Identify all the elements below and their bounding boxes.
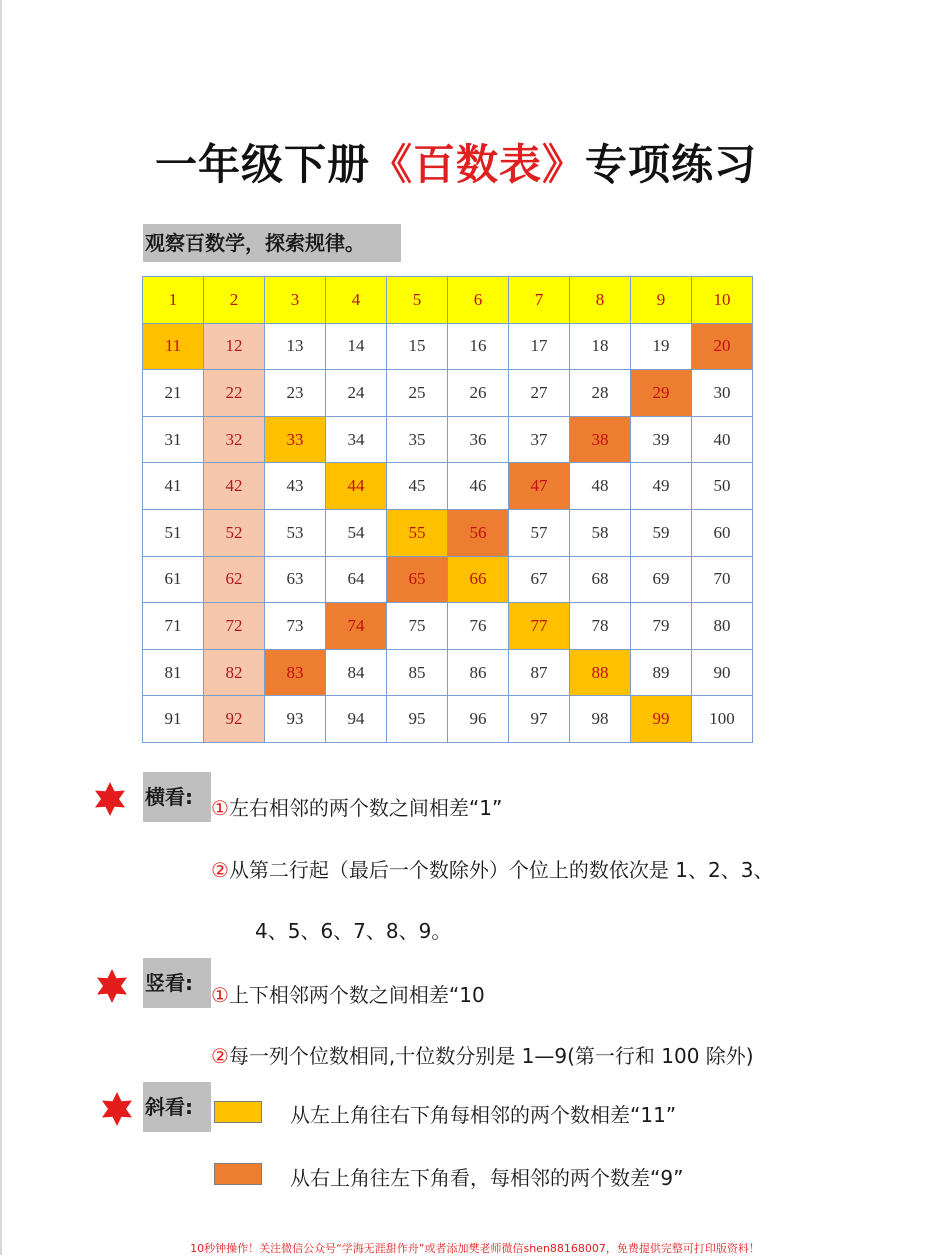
circled-number-2: ②	[211, 858, 229, 882]
grid-cell: 95	[387, 696, 448, 743]
grid-cell: 25	[387, 370, 448, 417]
circled-number-1: ①	[211, 983, 229, 1007]
grid-cell: 51	[143, 509, 204, 556]
title-prefix: 一年级下册	[154, 140, 370, 189]
grid-cell: 16	[448, 323, 509, 370]
grid-row	[143, 370, 753, 417]
horizontal-rule-1-text: 左右相邻的两个数之间相差“1”	[228, 796, 503, 820]
grid-cell: 13	[265, 323, 326, 370]
horizontal-rule-2	[211, 854, 773, 883]
grid-cell: 65	[387, 556, 448, 603]
circled-number-1: ①	[211, 796, 229, 820]
grid-cell: 3	[265, 277, 326, 324]
grid-cell: 49	[631, 463, 692, 510]
grid-cell: 26	[448, 370, 509, 417]
grid-cell: 94	[326, 696, 387, 743]
grid-cell: 4	[326, 277, 387, 324]
grid-cell: 23	[265, 370, 326, 417]
grid-cell: 2	[204, 277, 265, 324]
grid-cell: 40	[692, 416, 753, 463]
grid-cell: 88	[570, 649, 631, 696]
grid-cell: 56	[448, 509, 509, 556]
grid-cell: 87	[509, 649, 570, 696]
grid-row	[143, 416, 753, 463]
grid-row	[143, 649, 753, 696]
grid-cell: 38	[570, 416, 631, 463]
grid-cell: 64	[326, 556, 387, 603]
grid-cell: 60	[692, 509, 753, 556]
grid-cell: 44	[326, 463, 387, 510]
grid-cell: 43	[265, 463, 326, 510]
grid-cell: 29	[631, 370, 692, 417]
grid-cell: 91	[143, 696, 204, 743]
grid-cell: 67	[509, 556, 570, 603]
grid-cell: 12	[204, 323, 265, 370]
title-suffix: 专项练习	[585, 140, 758, 189]
grid-row	[143, 463, 753, 510]
grid-row	[143, 277, 753, 324]
horizontal-label: 横看:	[143, 772, 211, 822]
grid-cell: 55	[387, 509, 448, 556]
grid-cell: 24	[326, 370, 387, 417]
grid-row	[143, 323, 753, 370]
grid-cell: 70	[692, 556, 753, 603]
grid-cell: 58	[570, 509, 631, 556]
grid-cell: 48	[570, 463, 631, 510]
diagonal-label: 斜看:	[143, 1082, 211, 1132]
grid-cell: 97	[509, 696, 570, 743]
page-title	[0, 132, 912, 192]
grid-cell: 37	[509, 416, 570, 463]
grid-cell: 11	[143, 323, 204, 370]
grid-cell: 92	[204, 696, 265, 743]
horizontal-rule-1	[211, 792, 502, 821]
grid-row	[143, 509, 753, 556]
grid-cell: 90	[692, 649, 753, 696]
grid-cell: 31	[143, 416, 204, 463]
horizontal-rule-2-text: 从第二行起（最后一个数除外）个位上的数依次是 1、2、3、	[228, 858, 774, 882]
vertical-label: 竖看:	[143, 958, 211, 1008]
diagonal-rule-1: 从左上角往右下角每相邻的两个数相差“11”	[290, 1103, 677, 1127]
grid-cell: 57	[509, 509, 570, 556]
grid-cell: 96	[448, 696, 509, 743]
grid-cell: 33	[265, 416, 326, 463]
diagonal-rule-2: 从右上角往左下角看，每相邻的两个数差“9”	[290, 1166, 684, 1190]
grid-cell: 34	[326, 416, 387, 463]
grid-cell: 17	[509, 323, 570, 370]
grid-cell: 89	[631, 649, 692, 696]
grid-cell: 14	[326, 323, 387, 370]
grid-cell: 80	[692, 603, 753, 650]
grid-cell: 53	[265, 509, 326, 556]
grid-cell: 84	[326, 649, 387, 696]
orange-swatch	[214, 1163, 262, 1185]
grid-cell: 75	[387, 603, 448, 650]
vertical-rule-1-text: 上下相邻两个数之间相差“10	[228, 983, 485, 1007]
grid-cell: 62	[204, 556, 265, 603]
grid-cell: 74	[326, 603, 387, 650]
grid-cell: 7	[509, 277, 570, 324]
grid-cell: 28	[570, 370, 631, 417]
vertical-rule-2	[211, 1040, 754, 1069]
grid-cell: 6	[448, 277, 509, 324]
grid-cell: 82	[204, 649, 265, 696]
grid-cell: 85	[387, 649, 448, 696]
gold-swatch	[214, 1101, 262, 1123]
grid-cell: 27	[509, 370, 570, 417]
grid-cell: 69	[631, 556, 692, 603]
circled-number-2: ②	[211, 1044, 229, 1068]
grid-cell: 93	[265, 696, 326, 743]
grid-cell: 45	[387, 463, 448, 510]
grid-cell: 73	[265, 603, 326, 650]
grid-cell: 5	[387, 277, 448, 324]
grid-cell: 42	[204, 463, 265, 510]
grid-cell: 76	[448, 603, 509, 650]
grid-cell: 59	[631, 509, 692, 556]
grid-cell: 52	[204, 509, 265, 556]
hundred-chart	[142, 276, 753, 743]
grid-cell: 36	[448, 416, 509, 463]
grid-cell: 10	[692, 277, 753, 324]
grid-cell: 54	[326, 509, 387, 556]
grid-cell: 20	[692, 323, 753, 370]
grid-cell: 9	[631, 277, 692, 324]
grid-cell: 1	[143, 277, 204, 324]
grid-cell: 19	[631, 323, 692, 370]
grid-cell: 100	[692, 696, 753, 743]
grid-cell: 77	[509, 603, 570, 650]
grid-cell: 86	[448, 649, 509, 696]
grid-cell: 47	[509, 463, 570, 510]
grid-cell: 83	[265, 649, 326, 696]
grid-row	[143, 556, 753, 603]
grid-cell: 50	[692, 463, 753, 510]
grid-cell: 15	[387, 323, 448, 370]
grid-cell: 22	[204, 370, 265, 417]
grid-cell: 35	[387, 416, 448, 463]
grid-cell: 68	[570, 556, 631, 603]
grid-cell: 71	[143, 603, 204, 650]
vertical-rule-1	[211, 979, 485, 1008]
grid-cell: 8	[570, 277, 631, 324]
grid-cell: 46	[448, 463, 509, 510]
grid-row	[143, 696, 753, 743]
title-highlight: 《百数表》	[369, 140, 585, 189]
grid-cell: 32	[204, 416, 265, 463]
star-icon	[99, 1091, 135, 1127]
horizontal-rule-2-continued: 4、5、6、7、8、9。	[255, 919, 452, 943]
star-icon	[94, 968, 130, 1004]
grid-cell: 81	[143, 649, 204, 696]
grid-cell: 30	[692, 370, 753, 417]
grid-cell: 99	[631, 696, 692, 743]
grid-cell: 79	[631, 603, 692, 650]
grid-cell: 61	[143, 556, 204, 603]
vertical-rule-2-text: 每一列个位数相同,十位数分别是 1—9(第一行和 100 除外)	[228, 1044, 754, 1068]
grid-cell: 21	[143, 370, 204, 417]
grid-cell: 63	[265, 556, 326, 603]
grid-cell: 39	[631, 416, 692, 463]
grid-cell: 78	[570, 603, 631, 650]
grid-cell: 41	[143, 463, 204, 510]
grid-row	[143, 603, 753, 650]
grid-cell: 98	[570, 696, 631, 743]
section-subtitle: 观察百数学，探索规律。	[143, 224, 401, 262]
star-icon	[92, 781, 128, 817]
grid-cell: 72	[204, 603, 265, 650]
footer-note: 10秒钟操作！关注微信公众号“学海无涯甜作舟”或者添加樊老师微信shen88168007，免费提供完整可打印版资料！	[190, 1242, 760, 1255]
grid-cell: 66	[448, 556, 509, 603]
grid-cell: 18	[570, 323, 631, 370]
